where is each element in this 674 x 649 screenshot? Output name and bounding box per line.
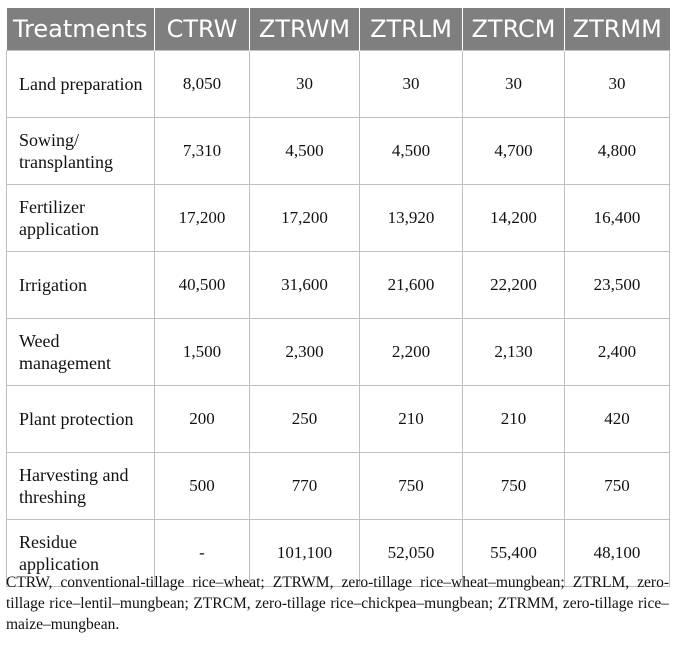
table-row <box>7 185 670 252</box>
table-cell: 52,050 <box>360 520 463 587</box>
header-ztrwm: ZTRWM <box>250 8 360 51</box>
table-cell: 500 <box>155 453 250 520</box>
table-row <box>7 386 670 453</box>
data-table <box>6 8 670 587</box>
table-cell: 55,400 <box>463 520 565 587</box>
table-cell: 7,310 <box>155 118 250 185</box>
table-cell: 31,600 <box>250 252 360 319</box>
row-label: Sowing/ transplanting <box>7 118 155 185</box>
table-row <box>7 252 670 319</box>
table-cell: 750 <box>463 453 565 520</box>
table-cell: 4,800 <box>565 118 670 185</box>
table-cell: 30 <box>565 51 670 118</box>
table-cell: 4,500 <box>250 118 360 185</box>
row-label: Plant protection <box>7 386 155 453</box>
row-label: Irrigation <box>7 252 155 319</box>
table-row <box>7 319 670 386</box>
table-cell: 2,200 <box>360 319 463 386</box>
table-cell: 22,200 <box>463 252 565 319</box>
table-cell: 17,200 <box>155 185 250 252</box>
table-row <box>7 453 670 520</box>
header-ztrmm: ZTRMM <box>565 8 670 51</box>
table-cell: 13,920 <box>360 185 463 252</box>
table-cell: 21,600 <box>360 252 463 319</box>
table-cell: 8,050 <box>155 51 250 118</box>
header-ctrw: CTRW <box>155 8 250 51</box>
table-cell: 23,500 <box>565 252 670 319</box>
table-row <box>7 51 670 118</box>
table-cell: 1,500 <box>155 319 250 386</box>
table-cell: 2,400 <box>565 319 670 386</box>
table-cell: 48,100 <box>565 520 670 587</box>
table-cell: 210 <box>360 386 463 453</box>
table-cell: 30 <box>250 51 360 118</box>
table-cell: 40,500 <box>155 252 250 319</box>
header-row <box>7 8 670 51</box>
row-label: Residue application <box>7 520 155 587</box>
header-ztrcm: ZTRCM <box>463 8 565 51</box>
table-cell: 30 <box>360 51 463 118</box>
table-cell: 4,500 <box>360 118 463 185</box>
table-cell: 4,700 <box>463 118 565 185</box>
table-cell: 101,100 <box>250 520 360 587</box>
row-label: Harvesting and threshing <box>7 453 155 520</box>
table-cell: 2,300 <box>250 319 360 386</box>
table-cell: 770 <box>250 453 360 520</box>
row-label: Land preparation <box>7 51 155 118</box>
table-footnote: CTRW, conventional-tillage rice–wheat; ZTRWM, zero-tillage rice–wheat–mungbean; ZTRLM, zero-tillage rice–lentil–mungbean; ZTRCM, zero-tillage rice–chickpea–mungbean; ZTRMM, zero-tillage rice–maize–mungbean. <box>6 574 669 633</box>
table-cell: 420 <box>565 386 670 453</box>
table-row <box>7 118 670 185</box>
table-cell: 14,200 <box>463 185 565 252</box>
table-cell: 200 <box>155 386 250 453</box>
table-cell: 750 <box>360 453 463 520</box>
table-cell: 30 <box>463 51 565 118</box>
header-treatments: Treatments <box>7 8 155 51</box>
table-cell: 16,400 <box>565 185 670 252</box>
table-cell: 210 <box>463 386 565 453</box>
table-cell: - <box>155 520 250 587</box>
table-cell: 750 <box>565 453 670 520</box>
table-cell: 250 <box>250 386 360 453</box>
table-cell: 17,200 <box>250 185 360 252</box>
row-label: Fertilizer application <box>7 185 155 252</box>
header-ztrlm: ZTRLM <box>360 8 463 51</box>
table-cell: 2,130 <box>463 319 565 386</box>
row-label: Weed management <box>7 319 155 386</box>
